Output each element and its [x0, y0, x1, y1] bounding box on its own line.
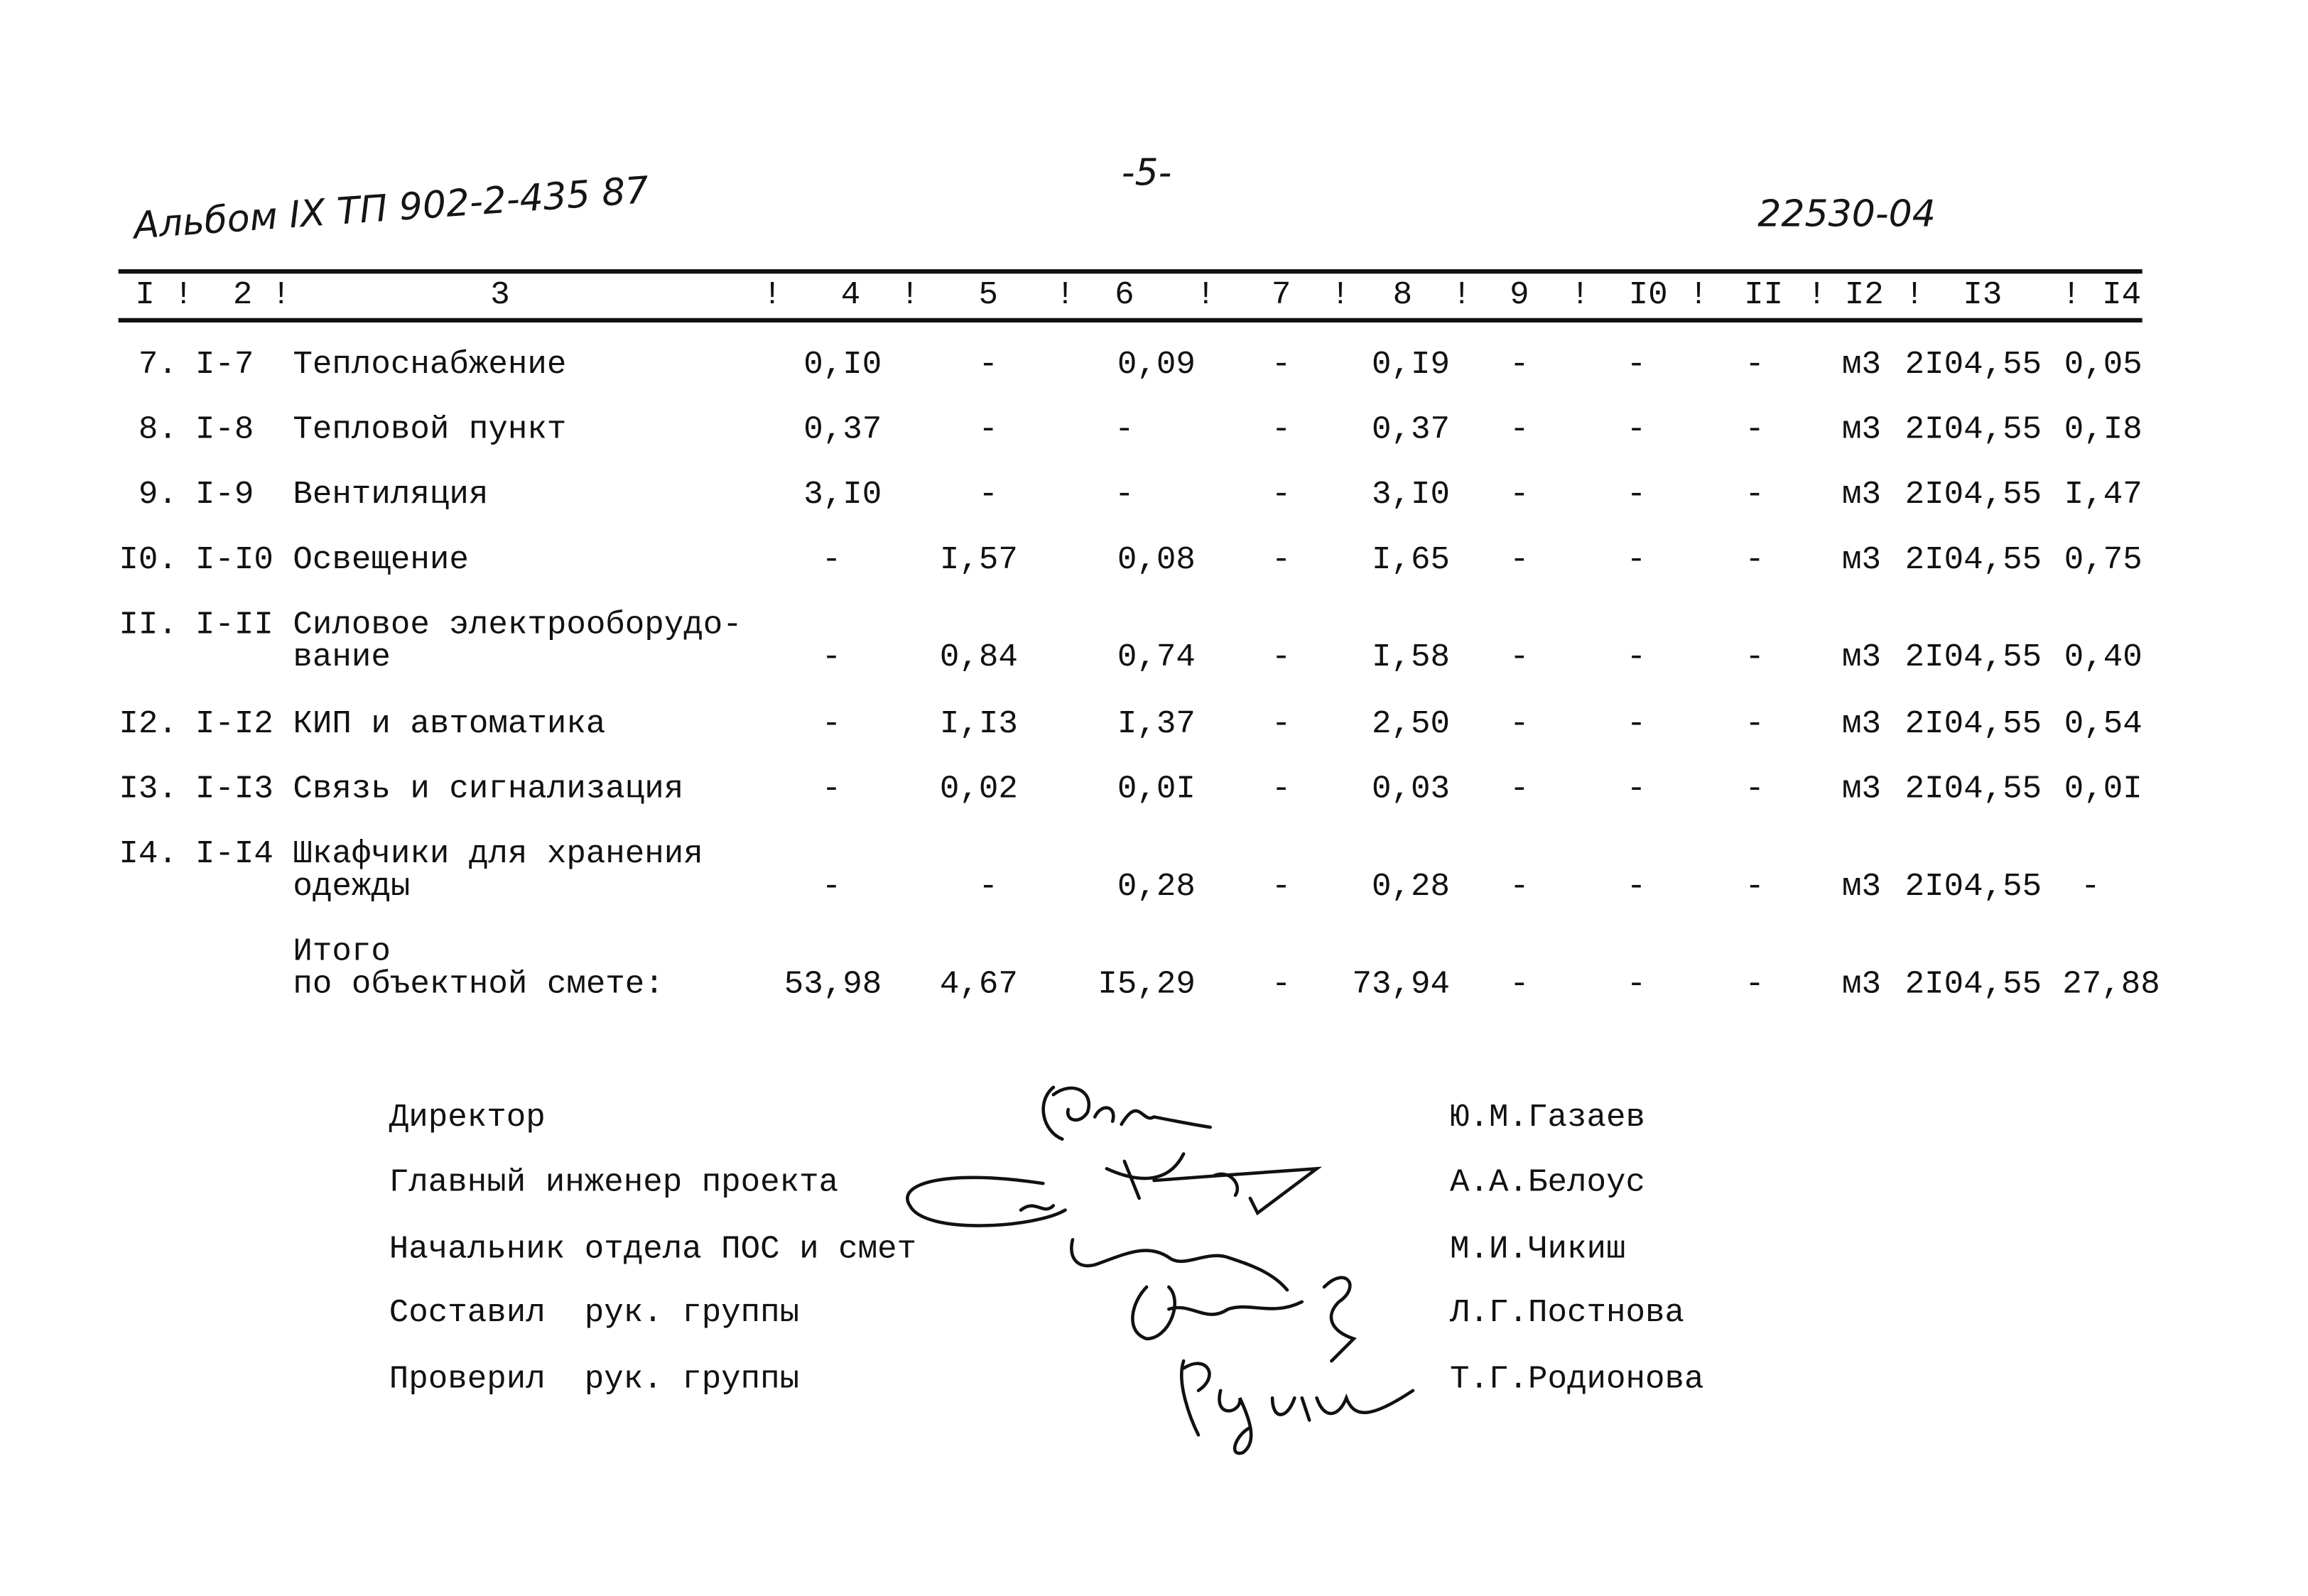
cell-col-9: -: [1510, 411, 1529, 449]
cell-col-10: -: [1626, 868, 1647, 906]
cell-col-7: -: [1271, 541, 1291, 579]
column-separator: !: [1055, 276, 1076, 314]
cell-col-13: 2I04,55: [1905, 771, 2042, 808]
cell-col-8: 0,37: [1372, 411, 1451, 449]
cell-col-9: -: [1510, 705, 1529, 743]
signatory-name: Л.Г.Постнова: [1450, 1294, 1685, 1332]
cell-col-4: 0,37: [803, 411, 882, 449]
row-name: Тепловой пункт: [293, 411, 567, 449]
column-separator: !: [1331, 276, 1350, 314]
signatory-role: Главный инженер проекта: [389, 1164, 839, 1202]
row-code: I-7: [195, 346, 254, 384]
signatory-name: М.И.Чикиш: [1450, 1230, 1626, 1268]
cell-col-7: -: [1271, 411, 1291, 449]
cell-col-5: 0,02: [939, 771, 1018, 808]
column-separator: !: [1196, 276, 1216, 314]
signatory-role: Составил рук. группы: [389, 1294, 800, 1332]
cell-col-8: I,58: [1372, 639, 1451, 676]
row-number: II.: [119, 606, 178, 644]
cell-col-10: -: [1626, 346, 1647, 384]
cell-col-8: I,65: [1372, 541, 1451, 579]
cell-col-4: -: [821, 541, 842, 579]
column-separator: !: [1689, 276, 1708, 314]
column-header-11: II: [1744, 276, 1784, 314]
album-reference: Альбом IX ТП 902-2-435 87: [132, 168, 651, 248]
column-separator: !: [1806, 276, 1827, 314]
cell-col-13: 2I04,55: [1905, 705, 2042, 743]
row-name: Связь и сигнализация: [293, 771, 684, 808]
cell-col-14: 27,88: [2062, 966, 2160, 1004]
cell-col-7: -: [1271, 966, 1291, 1004]
cell-col-4: -: [821, 868, 842, 906]
cell-col-11: -: [1745, 868, 1765, 906]
cell-col-12: м3: [1841, 541, 1881, 579]
cell-col-5: -: [978, 868, 998, 906]
cell-col-9: -: [1510, 868, 1529, 906]
cell-col-6: 0,09: [1117, 346, 1196, 384]
column-header-9: 9: [1510, 276, 1529, 314]
cell-col-13: 2I04,55: [1905, 346, 2042, 384]
cell-col-5: I,I3: [939, 705, 1018, 743]
cell-col-14: 0,0I: [2064, 771, 2142, 808]
row-code: I-I3: [195, 771, 273, 808]
cell-col-5: -: [978, 346, 998, 384]
row-code: I-9: [195, 476, 254, 514]
column-header-5: 5: [978, 276, 998, 314]
page-number: -5-: [1121, 151, 1172, 194]
row-code: I-I0: [195, 541, 273, 579]
cell-col-4: 3,I0: [803, 476, 882, 514]
column-separator: !: [1905, 276, 1924, 314]
column-header-1: I: [135, 276, 155, 314]
cell-col-7: -: [1271, 771, 1291, 808]
cell-col-5: -: [978, 411, 998, 449]
signatory-name: Т.Г.Родионова: [1450, 1361, 1704, 1399]
cell-col-7: -: [1271, 346, 1291, 384]
cell-col-4: 0,I0: [803, 346, 882, 384]
cell-col-5: 0,84: [939, 639, 1018, 676]
cell-col-6: I5,29: [1098, 966, 1196, 1004]
column-separator: !: [2062, 276, 2081, 314]
cell-col-7: -: [1271, 868, 1291, 906]
row-name: Силовое электрооборудо-: [293, 606, 742, 644]
column-header-7: 7: [1271, 276, 1291, 314]
cell-col-11: -: [1745, 771, 1765, 808]
cell-col-4: -: [821, 705, 842, 743]
row-name: Вентиляция: [293, 476, 489, 514]
row-name: по объектной смете:: [293, 966, 664, 1004]
cell-col-8: 0,28: [1372, 868, 1451, 906]
column-separator: !: [1570, 276, 1591, 314]
cell-col-9: -: [1510, 346, 1529, 384]
column-separator: !: [271, 276, 291, 314]
signature-director: [1044, 1087, 1210, 1139]
cell-col-7: -: [1271, 705, 1291, 743]
row-number: 9.: [138, 476, 178, 514]
cell-col-13: 2I04,55: [1905, 639, 2042, 676]
cell-col-11: -: [1745, 411, 1765, 449]
cell-col-14: I,47: [2064, 476, 2142, 514]
signatory-role: Начальник отдела ПОС и смет: [389, 1230, 917, 1268]
row-code: I-8: [195, 411, 254, 449]
cell-col-7: -: [1271, 639, 1291, 676]
cell-col-9: -: [1510, 771, 1529, 808]
cell-col-11: -: [1745, 705, 1765, 743]
document-code: 22530-04: [1757, 192, 1936, 236]
cell-col-12: м3: [1841, 868, 1881, 906]
row-number: 7.: [138, 346, 178, 384]
cell-col-9: -: [1510, 966, 1529, 1004]
cell-col-11: -: [1745, 639, 1765, 676]
cell-col-11: -: [1745, 346, 1765, 384]
cell-col-8: 73,94: [1352, 966, 1451, 1004]
cell-col-14: 0,54: [2064, 705, 2142, 743]
row-number: I4.: [119, 835, 178, 873]
cell-col-10: -: [1626, 966, 1647, 1004]
cell-col-9: -: [1510, 476, 1529, 514]
cell-col-8: 0,03: [1372, 771, 1451, 808]
cell-col-12: м3: [1841, 966, 1881, 1004]
signature-compiler: [1132, 1278, 1353, 1361]
cell-col-7: -: [1271, 476, 1291, 514]
column-header-12: I2: [1844, 276, 1884, 314]
cell-col-4: -: [821, 639, 842, 676]
signatory-role: Проверил рук. группы: [389, 1361, 800, 1399]
cell-col-8: 2,50: [1372, 705, 1451, 743]
cell-col-12: м3: [1841, 411, 1881, 449]
cell-col-10: -: [1626, 705, 1647, 743]
cell-col-5: -: [978, 476, 998, 514]
cell-col-14: 0,40: [2064, 639, 2142, 676]
column-header-6: 6: [1115, 276, 1134, 314]
cell-col-14: -: [2081, 868, 2101, 906]
cell-col-12: м3: [1841, 705, 1881, 743]
signature-checker: [1181, 1361, 1413, 1453]
cell-col-14: 0,05: [2064, 346, 2142, 384]
row-number: I3.: [119, 771, 178, 808]
cell-col-10: -: [1626, 771, 1647, 808]
cell-col-5: 4,67: [939, 966, 1018, 1004]
cell-col-11: -: [1745, 966, 1765, 1004]
row-name: Шкафчики для хранения: [293, 835, 703, 873]
row-code: I-II: [195, 606, 273, 644]
cell-col-10: -: [1626, 639, 1647, 676]
row-number: I0.: [119, 541, 178, 579]
cell-col-10: -: [1626, 541, 1647, 579]
cell-col-10: -: [1626, 411, 1647, 449]
row-number: I2.: [119, 705, 178, 743]
row-name: Освещение: [293, 541, 469, 579]
cell-col-14: 0,75: [2064, 541, 2142, 579]
column-header-8: 8: [1392, 276, 1413, 314]
cell-col-13: 2I04,55: [1905, 541, 2042, 579]
column-header-2: 2: [232, 276, 253, 314]
column-separator: !: [762, 276, 782, 314]
cell-col-6: 0,28: [1117, 868, 1196, 906]
cell-col-12: м3: [1841, 639, 1881, 676]
row-name: Итого: [293, 933, 391, 971]
column-separator: !: [1451, 276, 1472, 314]
cell-col-13: 2I04,55: [1905, 476, 2042, 514]
column-separator: !: [173, 276, 194, 314]
cell-col-9: -: [1510, 639, 1529, 676]
column-header-3: 3: [490, 276, 510, 314]
cell-col-8: 0,I9: [1372, 346, 1451, 384]
row-name: одежды: [293, 868, 411, 906]
column-separator: !: [900, 276, 920, 314]
signature-department-head: [1071, 1239, 1287, 1290]
cell-col-9: -: [1510, 541, 1529, 579]
cell-col-5: I,57: [939, 541, 1018, 579]
cell-col-11: -: [1745, 541, 1765, 579]
column-header-4: 4: [840, 276, 861, 314]
cell-col-6: 0,0I: [1117, 771, 1196, 808]
cell-col-6: 0,74: [1117, 639, 1196, 676]
row-number: 8.: [138, 411, 178, 449]
cell-col-12: м3: [1841, 771, 1881, 808]
cell-col-12: м3: [1841, 476, 1881, 514]
cell-col-14: 0,I8: [2064, 411, 2142, 449]
column-header-14: I4: [2102, 276, 2142, 314]
signatory-name: А.А.Белоус: [1450, 1164, 1646, 1202]
cell-col-13: 2I04,55: [1905, 868, 2042, 906]
row-code: I-I2: [195, 705, 273, 743]
row-code: I-I4: [195, 835, 273, 873]
cell-col-4: 53,98: [784, 966, 882, 1004]
row-name: КИП и автоматика: [293, 705, 606, 743]
cell-col-12: м3: [1841, 346, 1881, 384]
cell-col-6: I,37: [1117, 705, 1196, 743]
column-header-13: I3: [1963, 276, 2003, 314]
cell-col-13: 2I04,55: [1905, 966, 2042, 1004]
signature-chief-engineer: [907, 1154, 1316, 1226]
column-header-10: I0: [1628, 276, 1668, 314]
cell-col-11: -: [1745, 476, 1765, 514]
signatory-name: Ю.М.Газаев: [1450, 1099, 1646, 1136]
cell-col-13: 2I04,55: [1905, 411, 2042, 449]
cell-col-6: 0,08: [1117, 541, 1196, 579]
cell-col-6: -: [1115, 476, 1134, 514]
row-name: вание: [293, 639, 391, 676]
cell-col-8: 3,I0: [1372, 476, 1451, 514]
cell-col-6: -: [1115, 411, 1134, 449]
cell-col-10: -: [1626, 476, 1647, 514]
row-name: Теплоснабжение: [293, 346, 567, 384]
cell-col-4: -: [821, 771, 842, 808]
signatory-role: Директор: [389, 1099, 546, 1136]
